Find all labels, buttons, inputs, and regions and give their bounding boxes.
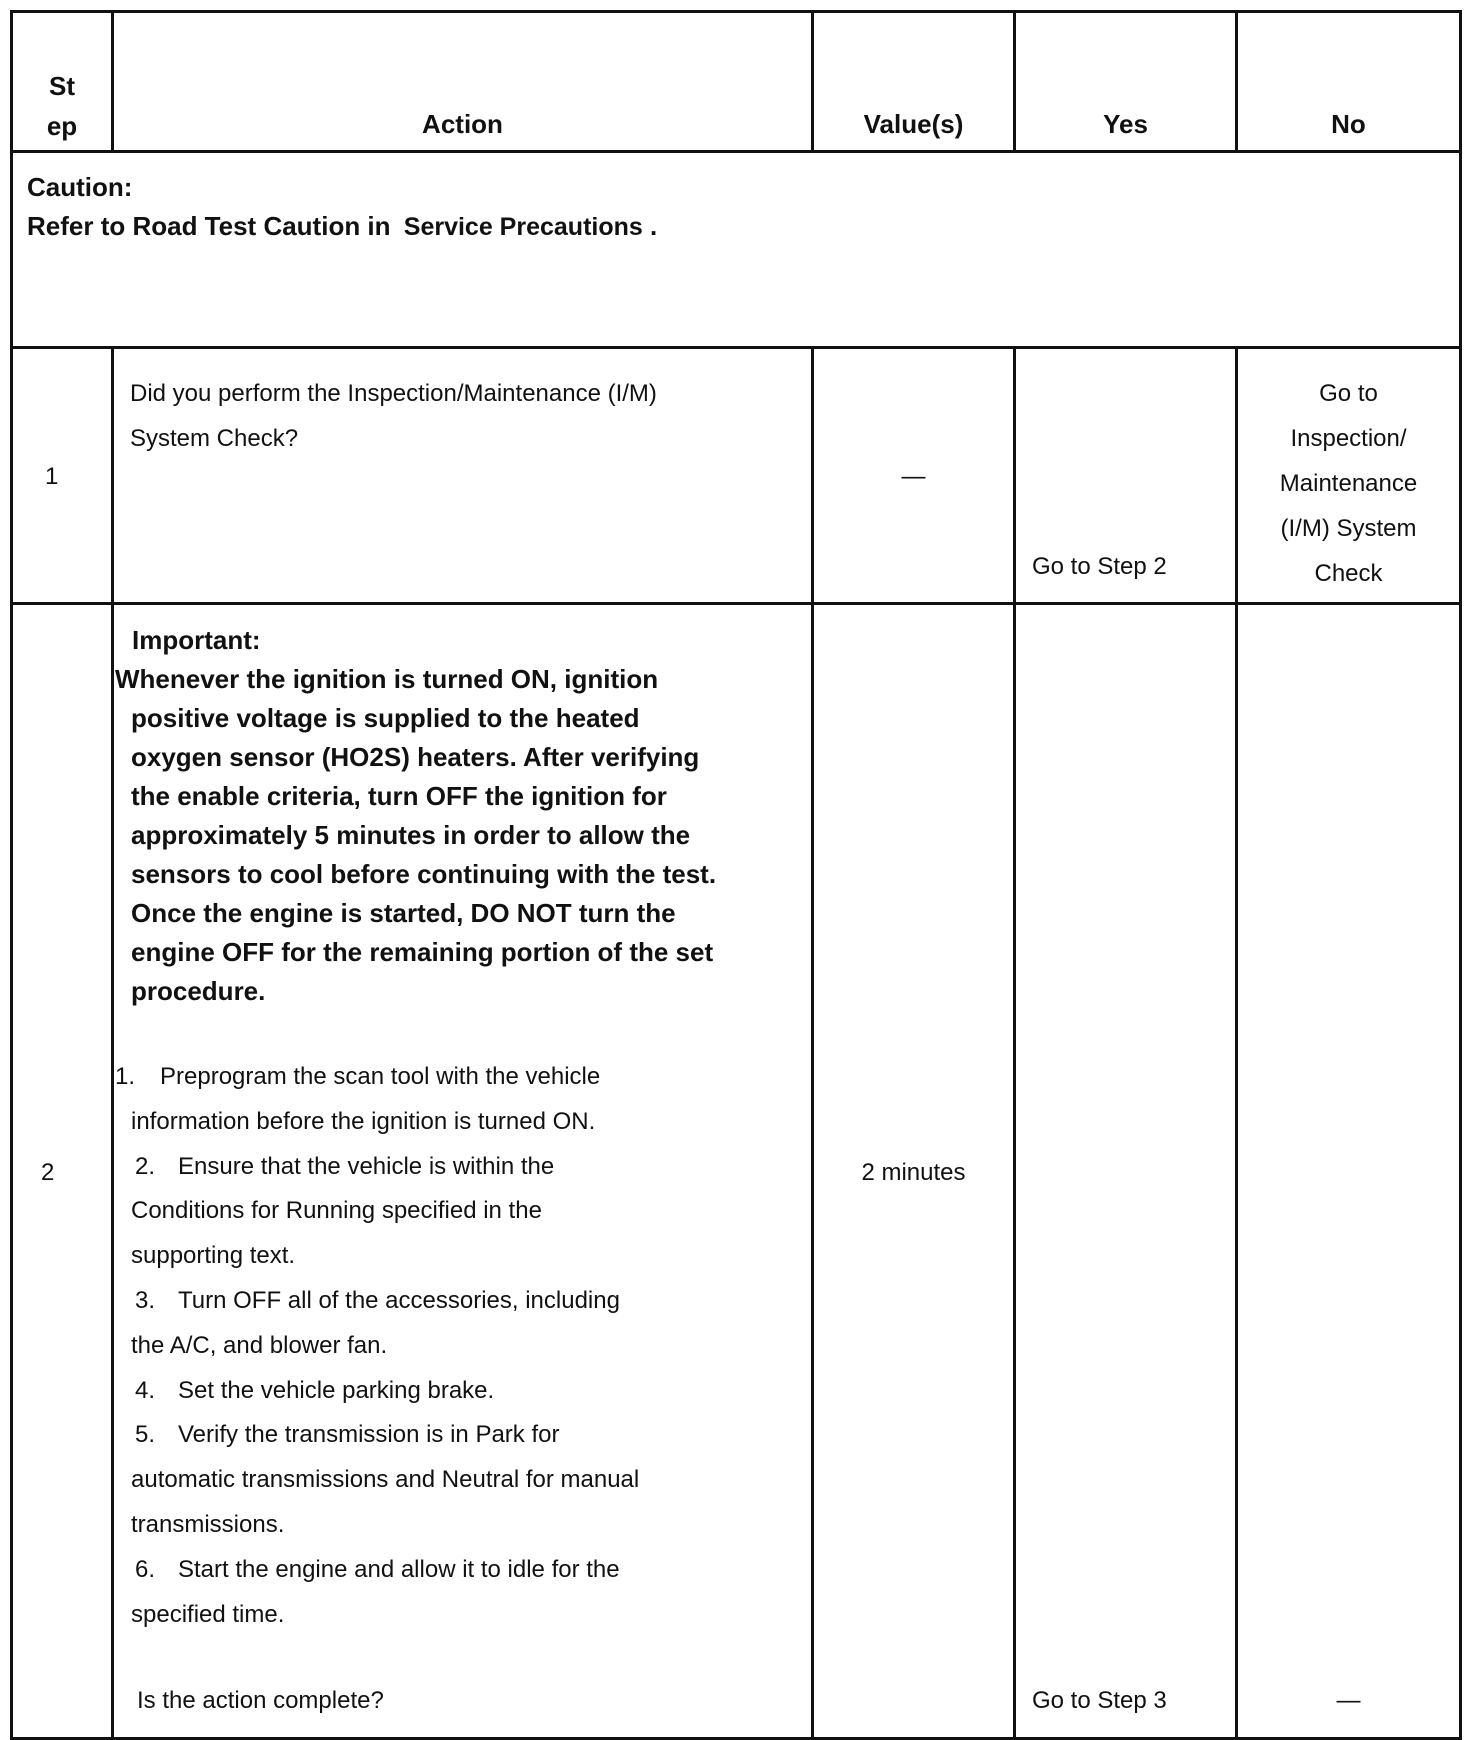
important-line4: the enable criteria, turn OFF the ignition for — [131, 781, 667, 811]
step4-line1 — [115, 1369, 639, 1414]
row2-question: Is the action complete? — [137, 1687, 384, 1714]
step6-line1 — [115, 1548, 639, 1593]
important-line9: procedure. — [131, 976, 266, 1006]
row1-no-line1: Go to — [1319, 380, 1378, 407]
step5-line2: automatic transmissions and Neutral for manual — [131, 1466, 640, 1494]
col-divider-step-body — [111, 346, 114, 1740]
step5-number: 5. — [135, 1421, 156, 1449]
row2-value: 2 minutes — [861, 1159, 966, 1186]
step4-text: Set the vehicle parking brake. — [178, 1376, 495, 1404]
step2-line1 — [115, 1145, 639, 1190]
procedure-steps — [115, 1055, 639, 1637]
important-line3: oxygen sensor (HO2S) heaters. After verifying — [131, 742, 700, 772]
step3-text: Turn OFF all of the accessories, including — [178, 1286, 620, 1314]
row1-yes[interactable]: Go to Step 2 — [1032, 553, 1167, 580]
important-line6: sensors to cool before continuing with the test. — [131, 859, 717, 889]
step6-text: Start the engine and allow it to idle for the — [178, 1555, 620, 1583]
step3-line2: the A/C, and blower fan. — [131, 1331, 388, 1359]
important-line7: Once the engine is started, DO NOT turn the — [131, 898, 676, 928]
important-text — [115, 660, 716, 1011]
step1-text: Preprogram the scan tool with the vehicle — [160, 1063, 601, 1090]
step6-number: 6. — [135, 1555, 156, 1583]
step6-line2: specified time. — [131, 1600, 285, 1628]
important-line8: engine OFF for the remaining portion of the set — [131, 937, 714, 967]
important-line1: Whenever the ignition is turned ON, ignition — [115, 664, 659, 694]
step5-line3: transmissions. — [131, 1510, 285, 1538]
step2-text: Ensure that the vehicle is within the — [178, 1152, 555, 1180]
col-divider-value-body — [1013, 346, 1016, 1740]
header-yes: Yes — [1103, 109, 1148, 139]
row1-value: — — [901, 463, 926, 490]
step3-number: 3. — [135, 1286, 156, 1314]
important-line5: approximately 5 minutes in order to allow the — [131, 820, 691, 850]
caution-suffix: . — [650, 211, 658, 241]
table-border-left — [10, 10, 13, 1740]
important-line2: positive voltage is supplied to the heated — [131, 703, 640, 733]
header-step — [13, 66, 111, 146]
row1-no-line4: (I/M) System — [1280, 515, 1417, 542]
row1-step: 1 — [45, 463, 59, 490]
service-precautions-link[interactable]: Service Precautions — [403, 213, 643, 241]
row1-action-line1: Did you perform the Inspection/Maintenance (I/M) — [130, 380, 657, 407]
row2-step: 2 — [41, 1159, 55, 1186]
step2-line3: supporting text. — [131, 1242, 296, 1270]
important-title: Important: — [132, 625, 261, 655]
header-bottom-rule — [10, 150, 1462, 153]
step1-line1 — [115, 1055, 639, 1100]
step1-line2: information before the ignition is turned ON. — [131, 1107, 596, 1135]
step2-number: 2. — [135, 1152, 156, 1180]
header-step-line1: St — [49, 71, 75, 101]
step5-line1 — [115, 1413, 639, 1458]
step2-line2: Conditions for Running specified in the — [131, 1197, 542, 1225]
row1-action — [130, 371, 657, 461]
step5-text: Verify the transmission is in Park for — [178, 1421, 560, 1449]
row1-action-line2: System Check? — [130, 425, 299, 452]
table-border-right — [1459, 10, 1462, 1740]
caution-text — [27, 207, 657, 247]
step4-number: 4. — [135, 1376, 156, 1404]
row1-bottom-rule — [10, 602, 1462, 605]
col-divider-action-body — [811, 346, 814, 1740]
table-border-top — [10, 10, 1462, 13]
row1-no-line3: Maintenance — [1279, 470, 1418, 497]
header-no: No — [1331, 109, 1366, 139]
step1-number: 1. — [115, 1063, 136, 1090]
row1-no-line5: Check — [1314, 560, 1383, 587]
caution-text-prefix: Refer to Road Test Caution in — [27, 211, 391, 241]
row2-yes[interactable]: Go to Step 3 — [1032, 1687, 1167, 1714]
row1-no-line2: Inspection/ — [1290, 425, 1407, 452]
row2-no: — — [1336, 1687, 1361, 1714]
header-step-line2: ep — [46, 111, 78, 141]
step3-line1 — [115, 1279, 639, 1324]
header-action: Action — [422, 109, 503, 139]
row1-no[interactable] — [1238, 371, 1459, 596]
caution-title: Caution: — [27, 172, 133, 202]
header-values: Value(s) — [863, 109, 964, 139]
caution-bottom-rule — [10, 346, 1462, 349]
